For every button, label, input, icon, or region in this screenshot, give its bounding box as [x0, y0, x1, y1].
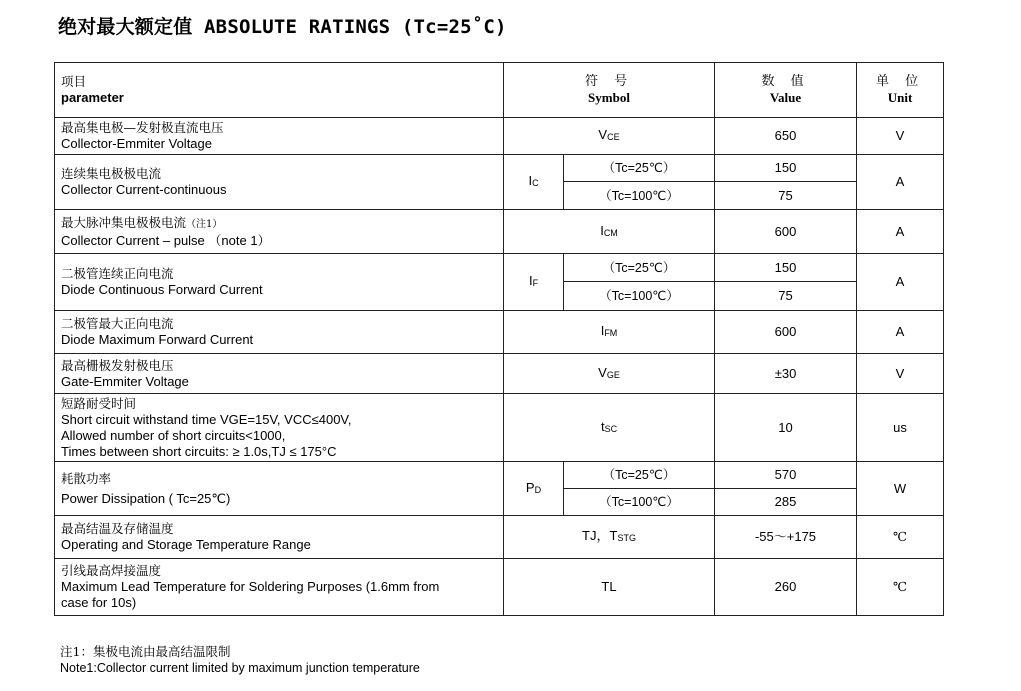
- condition-cell: （Tc=100℃）: [564, 489, 715, 516]
- value-cell: ±30: [715, 354, 857, 394]
- parameter-cell: 耗散功率 Power Dissipation ( Tc=25℃): [55, 462, 504, 516]
- parameter-cell: 最高结温及存储温度 Operating and Storage Temperature Range: [55, 516, 504, 559]
- parameter-cell: 短路耐受时间 Short circuit withstand time VGE=15V, VCC≤400V, Allowed number of short circuits<1000, Times between short circuits: ≥ 1.0s,TJ ≤ 175°C: [55, 394, 504, 462]
- table-row: [55, 311, 944, 354]
- value-cell: 600: [715, 311, 857, 354]
- table-row: [55, 394, 944, 462]
- header-value: 数 值 Value: [715, 63, 857, 118]
- value-cell: 570: [715, 462, 857, 489]
- condition-cell: （Tc=100℃）: [564, 282, 715, 311]
- parameter-cell: 最大脉冲集电极极电流（注1） Collector Current – pulse （note 1）: [55, 210, 504, 254]
- table-header-row: [55, 63, 944, 118]
- symbol-cell: $V_{CE}$: [504, 118, 715, 155]
- value-cell: 150: [715, 254, 857, 282]
- parameter-cell: 最高集电极—发射极直流电压 Collector-Emmiter Voltage: [55, 118, 504, 155]
- table-row: [55, 516, 944, 559]
- symbol-cell: $I_C$: [504, 155, 564, 210]
- condition-cell: （Tc=100℃）: [564, 182, 715, 210]
- header-parameter: 项目 parameter: [55, 63, 504, 118]
- footnote-zh: 注1：集极电流由最高结温限制: [60, 644, 231, 659]
- unit-cell: A: [857, 155, 944, 210]
- condition-cell: （Tc=25℃）: [564, 462, 715, 489]
- unit-cell: A: [857, 254, 944, 311]
- table-row: [55, 210, 944, 254]
- footnotes: [60, 643, 420, 677]
- symbol-cell: $I_{FM}$: [504, 311, 715, 354]
- footnote-en: Note1:Collector current limited by maximum junction temperature: [60, 661, 420, 675]
- parameter-cell: 引线最高焊接温度 Maximum Lead Temperature for Soldering Purposes (1.6mm from case for 10s): [55, 559, 504, 616]
- header-unit: 单 位 Unit: [857, 63, 944, 118]
- parameter-cell: 二极管连续正向电流 Diode Continuous Forward Current: [55, 254, 504, 311]
- table-row: [55, 354, 944, 394]
- condition-cell: （Tc=25℃）: [564, 155, 715, 182]
- symbol-cell: $t_{SC}$: [504, 394, 715, 462]
- parameter-cell: 连续集电极极电流 Collector Current-continuous: [55, 155, 504, 210]
- value-cell: 285: [715, 489, 857, 516]
- symbol-cell: $P_D$: [504, 462, 564, 516]
- unit-cell: us: [857, 394, 944, 462]
- table-row: [55, 254, 944, 282]
- ratings-table: [54, 62, 944, 616]
- table-row: [55, 559, 944, 616]
- value-cell: 75: [715, 182, 857, 210]
- unit-cell: V: [857, 354, 944, 394]
- unit-cell: ℃: [857, 559, 944, 616]
- unit-cell: ℃: [857, 516, 944, 559]
- value-cell: -55～+175: [715, 516, 857, 559]
- symbol-cell: TL: [504, 559, 715, 616]
- unit-cell: W: [857, 462, 944, 516]
- value-cell: 260: [715, 559, 857, 616]
- table-row: [55, 118, 944, 155]
- value-cell: 600: [715, 210, 857, 254]
- unit-cell: V: [857, 118, 944, 155]
- table-row: [55, 462, 944, 489]
- value-cell: 75: [715, 282, 857, 311]
- symbol-cell: $V_{GE}$: [504, 354, 715, 394]
- parameter-cell: 最高栅极发射极电压 Gate-Emmiter Voltage: [55, 354, 504, 394]
- page-title: 绝对最大额定值 ABSOLUTE RATINGS (Tc=25˚C): [58, 16, 507, 38]
- symbol-cell: $I_{CM}$: [504, 210, 715, 254]
- value-cell: 150: [715, 155, 857, 182]
- symbol-cell: TJ，$T_{STG}$: [504, 516, 715, 559]
- unit-cell: A: [857, 311, 944, 354]
- header-symbol: 符 号 Symbol: [504, 63, 715, 118]
- value-cell: 650: [715, 118, 857, 155]
- value-cell: 10: [715, 394, 857, 462]
- unit-cell: A: [857, 210, 944, 254]
- parameter-cell: 二极管最大正向电流 Diode Maximum Forward Current: [55, 311, 504, 354]
- condition-cell: （Tc=25℃）: [564, 254, 715, 282]
- table-row: [55, 155, 944, 182]
- symbol-cell: $I_F$: [504, 254, 564, 311]
